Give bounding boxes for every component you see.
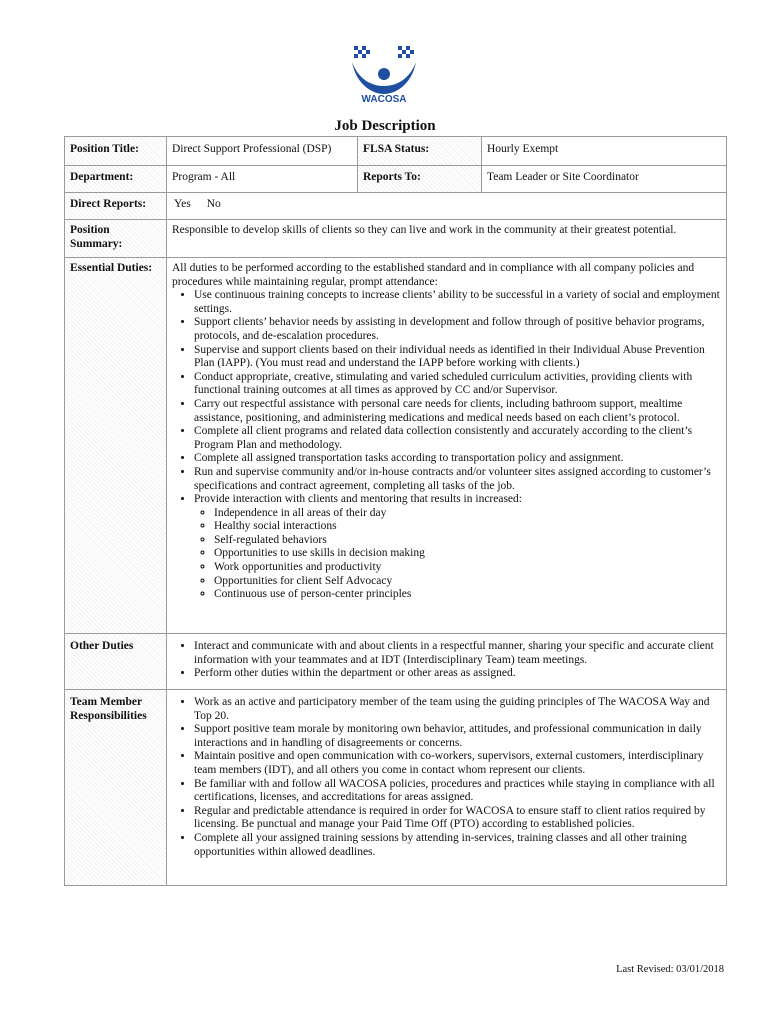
logo-text: WACOSA — [361, 94, 407, 105]
list-item: • Complete all client programs and related data collection consistently and accurately according to the client’s Program Plan and methodology. — [194, 425, 721, 452]
essential-duties-list — [172, 289, 721, 602]
list-item-text: Provide interaction with clients and mentoring that results in increased: — [194, 493, 522, 506]
department-value: Program - All — [167, 166, 358, 193]
sublist-item: ◦ Opportunities for client Self Advocacy — [214, 575, 721, 589]
list-item: • Use continuous training concepts to increase clients’ ability to be successful in a variety of social and employment settings. — [194, 289, 721, 316]
essential-duties-label: Essential Duties: — [65, 258, 167, 634]
sublist-item: ◦ Continuous use of person-center principles — [214, 588, 721, 602]
essential-duties-intro: All duties to be performed according to the established standard and in compliance with all company policies and procedures while maintaining regular, prompt attendance: — [172, 262, 695, 288]
flsa-status-value: Hourly Exempt — [482, 137, 727, 166]
flsa-status-label: FLSA Status: — [358, 137, 482, 166]
team-member-row — [65, 690, 727, 886]
list-item: • Complete all your assigned training sessions by attending in-services, training classes and all other training opportunities within allowed deadlines. — [194, 832, 721, 859]
sublist-item: ◦ Work opportunities and productivity — [214, 561, 721, 575]
team-member-list — [172, 696, 721, 859]
list-item: • Maintain positive and open communication with co-workers, supervisors, external customers, interdisciplinary team members (IDT), and all others you come in contact whom represent our clients. — [194, 750, 721, 777]
sublist-item: ◦ Self-regulated behaviors — [214, 534, 721, 548]
sublist-item: ◦ Opportunities to use skills in decision making — [214, 547, 721, 561]
direct-reports-yes: Yes — [174, 198, 191, 210]
position-title-value: Direct Support Professional (DSP) — [167, 137, 358, 166]
outcomes-sublist — [194, 507, 721, 602]
direct-reports-no: No — [206, 198, 221, 210]
list-item: • Support clients’ behavior needs by assisting in development and follow through of positive behavior programs, protocols, and de-escalation procedures. — [194, 316, 721, 343]
sublist-item: ◦ Healthy social interactions — [214, 520, 721, 534]
list-item: • Run and supervise community and/or in-house contracts and/or volunteer sites assigned according to customer’s specifications and contract agreement, completing all tasks of the job. — [194, 466, 721, 493]
list-item: • Carry out respectful assistance with personal care needs for clients, including bathroom support, mealtime assistance, positioning, and administering medications and medical needs based on each client’s protocol. — [194, 398, 721, 425]
list-item: • Complete all assigned transportation tasks according to transportation policy and assignment. — [194, 452, 721, 466]
list-item: • Conduct appropriate, creative, stimulating and varied scheduled curriculum activities, providing clients with functional training outcomes at all times as approved by CC and/or Supervisor. — [194, 371, 721, 398]
team-member-content — [167, 690, 727, 886]
department-row — [65, 166, 727, 193]
position-title-label: Position Title: — [65, 137, 167, 166]
direct-reports-value — [167, 193, 727, 220]
team-member-label: Team Member Responsibilities — [65, 690, 167, 886]
essential-duties-row — [65, 258, 727, 634]
position-summary-label: Position Summary: — [65, 220, 167, 258]
list-item: • Perform other duties within the department or other areas as assigned. — [194, 667, 721, 681]
last-revised: Last Revised: 03/01/2018 — [616, 964, 724, 975]
list-item: • Interact and communicate with and about clients in a respectful manner, sharing your specific and accurate client information with your teammates and at IDT (Interdisciplinary Team) team meetings. — [194, 640, 721, 667]
other-duties-list — [172, 640, 721, 681]
list-item: • Work as an active and participatory member of the team using the guiding principles of The WACOSA Way and Top 20. — [194, 696, 721, 723]
direct-reports-row — [65, 193, 727, 220]
position-summary-row — [65, 220, 727, 258]
list-item: • Supervise and support clients based on their individual needs as identified in their Individual Abuse Prevention Plan (IAPP). (You must read and understand the IAPP before working with clients.) — [194, 344, 721, 371]
list-item — [194, 493, 721, 602]
list-item: • Regular and predictable attendance is required in order for WACOSA to ensure staff to client ratios required by licensing. Be punctual and manage your Paid Time Off (PTO) according to established policies. — [194, 805, 721, 832]
reports-to-value: Team Leader or Site Coordinator — [482, 166, 727, 193]
department-label: Department: — [65, 166, 167, 193]
reports-to-label: Reports To: — [358, 166, 482, 193]
document-title: Job Description — [334, 118, 436, 134]
position-title-row — [65, 137, 727, 166]
wacosa-logo — [346, 44, 422, 116]
other-duties-label: Other Duties — [65, 634, 167, 690]
position-summary-text: Responsible to develop skills of clients so they can live and work in the community at their greatest potential. — [167, 220, 727, 258]
essential-duties-content — [167, 258, 727, 634]
other-duties-row — [65, 634, 727, 690]
list-item: • Support positive team morale by monitoring own behavior, attitudes, and professional communication in daily interactions and in handling of disagreements or concerns. — [194, 723, 721, 750]
other-duties-content — [167, 634, 727, 690]
list-item: • Be familiar with and follow all WACOSA policies, procedures and practices while staying in compliance with all certifications, licenses, and accreditations for areas assigned. — [194, 778, 721, 805]
direct-reports-label: Direct Reports: — [65, 193, 167, 220]
job-description-table — [64, 136, 727, 886]
sublist-item: ◦ Independence in all areas of their day — [214, 507, 721, 521]
